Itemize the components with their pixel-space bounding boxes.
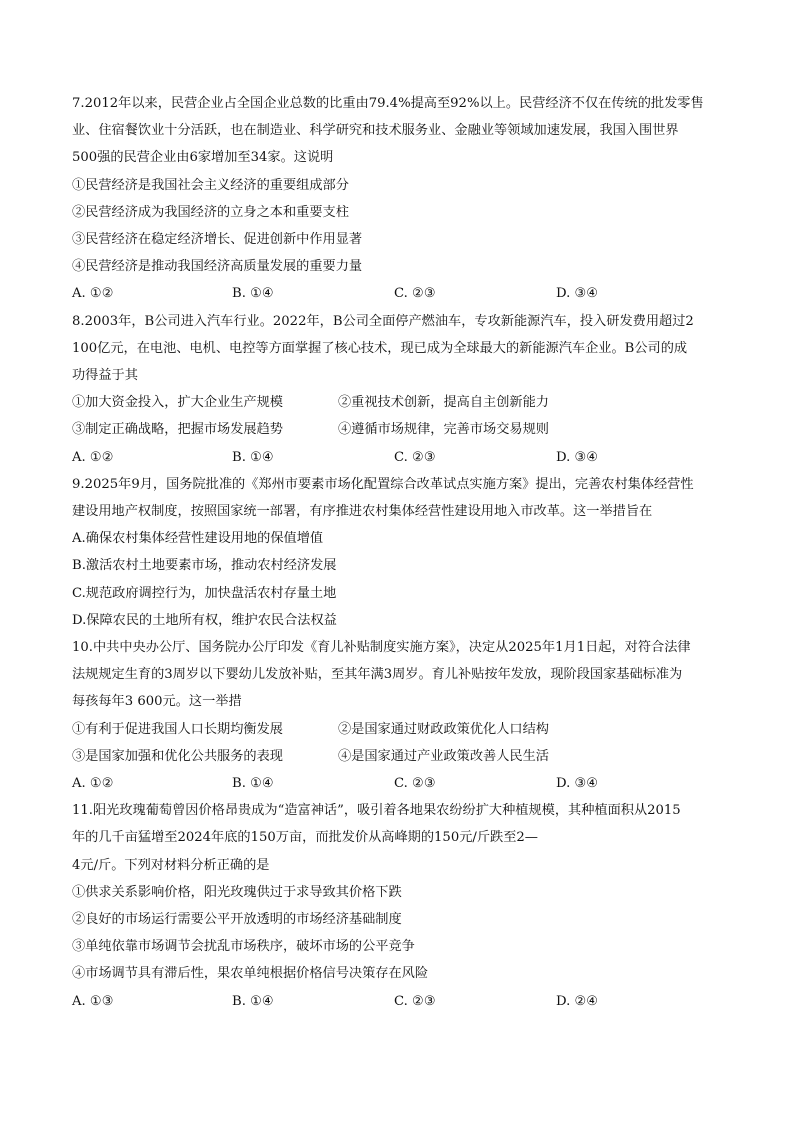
q10-items-row-2 (72, 743, 724, 770)
q9-stem-line-2: 建设用地产权制度，按照国家统一部署，有序推进农村集体经营性建设用地入市改革。这一举措旨在 (72, 503, 653, 519)
q8-option-b: B. ①④ (232, 449, 274, 465)
q7-options (72, 280, 724, 307)
q8-item-1: ①加大资金投入，扩大企业生产规模 (72, 395, 283, 411)
q10-stem-line-3: 每孩每年3 600元。这一举措 (72, 694, 242, 710)
q11-option-d: D. ②④ (556, 993, 599, 1009)
q9-choice-b: B.激活农村土地要素市场，推动农村经济发展 (72, 558, 337, 574)
q10-item-4: ④是国家通过产业政策改善人民生活 (338, 748, 549, 764)
q10-options (72, 770, 724, 797)
q9-choice-d: D.保障农民的土地所有权，维护农民合法权益 (72, 612, 337, 628)
q7-item-4: ④民营经济是推动我国经济高质量发展的重要力量 (72, 259, 363, 275)
q11-item-1: ①供求关系影响价格，阳光玫瑰供过于求导致其价格下跌 (72, 884, 402, 900)
q10-item-1: ①有利于促进我国人口长期均衡发展 (72, 721, 283, 737)
q7-option-c: C. ②③ (394, 286, 436, 302)
exam-page (72, 90, 724, 1015)
q11-option-a: A. ①③ (72, 993, 114, 1009)
q10-items-row-1 (72, 716, 724, 743)
question-7 (72, 90, 724, 308)
q11-item-4: ④市场调节具有滞后性，果农单纯根据价格信号决策存在风险 (72, 966, 429, 982)
q7-stem-line-1: 7.2012年以来，民营企业占全国企业总数的比重由79.4%提高至92%以上。民营经济不仅在传统的批发零售 (72, 96, 704, 111)
q8-option-d: D. ③④ (556, 449, 599, 465)
q10-option-b: B. ①④ (232, 775, 274, 791)
q9-choice-a: A.确保农村集体经营性建设用地的保值增值 (72, 531, 324, 547)
q10-option-c: C. ②③ (394, 775, 436, 791)
q11-item-2: ②良好的市场运行需要公平开放透明的市场经济基础制度 (72, 911, 402, 927)
q8-stem-line-1: 8.2003年，B公司进入汽车行业。2022年，B公司全面停产燃油车，专攻新能源汽车，投入研发费用超过2 (72, 313, 694, 329)
q8-item-3: ③制定正确战略，把握市场发展趋势 (72, 422, 283, 438)
question-9 (72, 471, 724, 634)
q7-stem-line-3: 500强的民营企业由6家增加至34家。这说明 (72, 150, 334, 166)
q11-item-3: ③单纯依靠市场调节会扰乱市场秩序，破坏市场的公平竞争 (72, 939, 415, 955)
q8-option-a: A. ①② (72, 449, 114, 465)
q7-item-1: ①民营经济是我国社会主义经济的重要组成部分 (72, 177, 349, 193)
q9-stem-line-1: 9.2025年9月，国务院批准的《郑州市要素市场化配置综合改革试点实施方案》提出，完善农村集体经营性 (72, 476, 694, 492)
q8-option-c: C. ②③ (394, 449, 436, 465)
q11-stem-line-3: 4元/斤。下列对材料分析正确的是 (72, 857, 270, 873)
q7-stem-line-2: 业、住宿餐饮业十分活跃，也在制造业、科学研究和技术服务业、金融业等领域加速发展，我国入围世界 (72, 123, 679, 139)
question-8 (72, 308, 724, 471)
q8-stem-line-2: 100亿元，在电池、电机、电控等方面掌握了核心技术，现已成为全球最大的新能源汽车企业。B公司的成 (72, 340, 688, 356)
q11-stem-line-2: 年的几千亩猛增至2024年底的150万亩，而批发价从高峰期的150元/斤跌至2— (72, 830, 538, 846)
q10-option-a: A. ①② (72, 775, 114, 791)
q9-choice-c: C.规范政府调控行为，加快盘活农村存量土地 (72, 585, 337, 601)
q10-option-d: D. ③④ (556, 775, 599, 791)
q10-stem-line-1: 10.中共中央办公厅、国务院办公厅印发《育儿补贴制度实施方案》，决定从2025年1月1日起，对符合法律 (72, 640, 691, 655)
question-10 (72, 634, 724, 797)
q8-items-row-2 (72, 416, 724, 443)
q10-stem-line-2: 法规规定生育的3周岁以下婴幼儿发放补贴，至其年满3周岁。育儿补贴按年发放，现阶段国家基础标准为 (72, 667, 683, 683)
q8-items-row-1 (72, 389, 724, 416)
q10-item-3: ③是国家加强和优化公共服务的表现 (72, 748, 283, 764)
q7-option-b: B. ①④ (232, 286, 274, 302)
question-11 (72, 797, 724, 1015)
q11-options (72, 988, 724, 1015)
q8-options (72, 444, 724, 471)
q8-stem-line-3: 功得益于其 (72, 368, 138, 384)
q11-option-b: B. ①④ (232, 993, 274, 1009)
q11-stem-line-1: 11.阳光玫瑰葡萄曾因价格昂贵成为“造富神话”，吸引着各地果农纷纷扩大种植规模，其种植面积从2015 (72, 803, 681, 819)
q7-option-d: D. ③④ (556, 286, 599, 302)
q11-option-c: C. ②③ (394, 993, 436, 1009)
q10-item-2: ②是国家通过财政政策优化人口结构 (338, 721, 549, 737)
q7-option-a: A. ①② (72, 286, 114, 302)
q7-item-2: ②民营经济成为我国经济的立身之本和重要支柱 (72, 204, 349, 220)
q8-item-2: ②重视技术创新，提高自主创新能力 (338, 395, 549, 411)
q7-item-3: ③民营经济在稳定经济增长、促进创新中作用显著 (72, 232, 363, 248)
q8-item-4: ④遵循市场规律，完善市场交易规则 (338, 422, 549, 438)
